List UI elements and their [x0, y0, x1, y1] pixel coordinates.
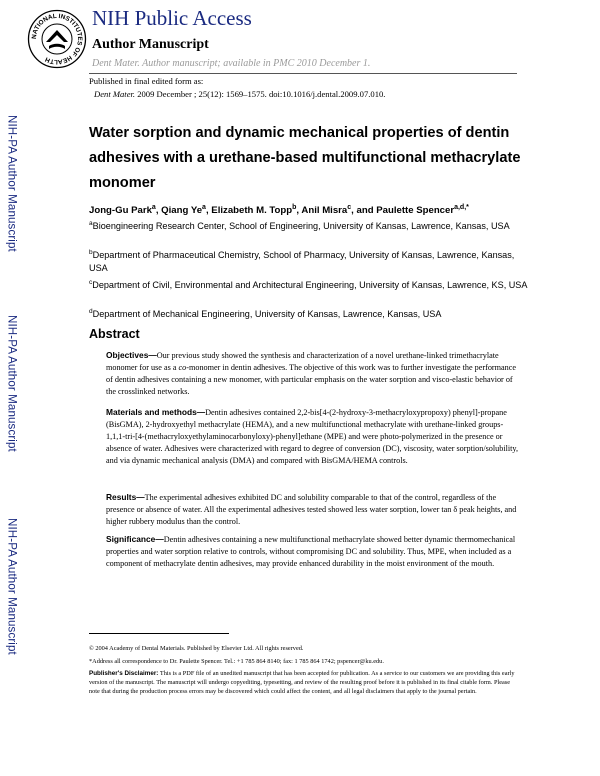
- nih-public-access-title: NIH Public Access: [92, 6, 252, 30]
- published-label: Published in final edited form as:: [89, 76, 204, 86]
- abstract-significance: Significance—Dentin adhesives containing a new multifunctional methacrylate showed better dynamic thermomechanical properties and water sorption relative to controls, without compromising DC and solubility. Thus, MPE, when included as a component of methacrylate dentin adhesives, may provide enhanced durability in the moist environment of the mouth.: [106, 534, 516, 568]
- header-rule: [89, 73, 517, 74]
- author-name: Elizabeth M. Topp: [211, 205, 293, 217]
- author-sup: a,d,*: [454, 204, 469, 211]
- correspondence-note: *Address all correspondence to Dr. Paulette Spencer. Tel.: +1 785 864 8140; fax: 1 785 864 1742; pspencer@ku.edu.: [89, 658, 384, 665]
- author-sup: b: [292, 204, 297, 211]
- affiliation-b: $^b$Department of Pharmaceutical Chemistry, School of Pharmacy, University of Kansas, Lawrence, Kansas, USA: [89, 249, 515, 274]
- citation-details: 2009 December ; 25(12): 1569–1575. doi:10.1016/j.dental.2009.07.010.: [135, 89, 386, 99]
- author-sup: a: [151, 204, 156, 211]
- logo-ring-text: NATIONAL INSTITUTES OF HEALTH: [30, 12, 84, 66]
- objectives-label: Objectives—: [106, 350, 157, 360]
- author-name: Anil Misra: [301, 205, 348, 217]
- journal-name: Dent Mater.: [94, 89, 136, 99]
- publisher-disclaimer: Publisher's Disclaimer: This is a PDF file of an unedited manuscript that has been accepted for publication. As a service to our customers we are providing this early version of the manuscript. The manuscript will undergo copyediting, typesetting, and review of the resulting proof before it is published in its final citable form. Please note that during the production process errors may be discovered which could affect the content, and all legal disclaimers that apply to the journal pertain.: [89, 670, 515, 696]
- side-label-bottom: NIH-PA Author Manuscript: [5, 517, 19, 655]
- copyright-note: © 2004 Academy of Dental Materials. Published by Elsevier Ltd. All rights reserved.: [89, 645, 304, 652]
- author-manuscript-label: Author Manuscript: [92, 37, 209, 52]
- nih-logo: [27, 9, 87, 69]
- methods-label: Materials and methods—: [106, 407, 206, 417]
- abstract-heading: Abstract: [89, 327, 140, 341]
- nih-seal-icon: [27, 9, 87, 69]
- article-title: Water sorption and dynamic mechanical properties of dentin adhesives with a urethane-based multifunctional methacrylate monomer: [89, 125, 521, 191]
- author-sup: a: [202, 204, 206, 211]
- disclaimer-label: Publisher's Disclaimer:: [89, 670, 159, 677]
- side-label-middle: NIH-PA Author Manuscript: [5, 314, 19, 452]
- citation-line: [94, 89, 385, 99]
- author-sup: c: [347, 204, 352, 211]
- author-name: Paulette Spencer: [376, 205, 455, 217]
- svg-text:NATIONAL INSTITUTES OF HEALTH: [31, 13, 83, 65]
- author-name: Qiang Ye: [161, 205, 203, 217]
- abstract-methods: Materials and methods—Dentin adhesives contained 2,2-bis[4-(2-hydroxy-3-methacryloxypropoxy) phenyl]-propane (BisGMA), 2-hydroxyethyl methacrylate (HEMA), and a new multifunctional methacrylate with urethane-linked groups-1,1,1-tri-[4-(methacryloxyethylaminocarbonyloxy)-phenyl]ethane (MPE) and were photo-polymerized in the presence or absence of water. Adhesives were characterized with regard to degree of conversion (DC), viscosity, water sorption/solubility, and via dynamic mechanical analysis (DMA) and compared with BisGMA/HEMA controls.: [106, 407, 519, 465]
- author-list: Jong-Gu Park$^a$, Qiang Ye$^a$, Elizabeth M. Topp$^b$, Anil Misra$^c$, and Paulette Spencer$^{a,d,*}$: [89, 204, 469, 217]
- side-label-top: NIH-PA Author Manuscript: [5, 114, 19, 252]
- results-label: Results—: [106, 492, 145, 502]
- footnote-rule: [89, 633, 229, 634]
- affiliation-c: $^c$Department of Civil, Environmental and Architectural Engineering, University of Kansas, Lawrence, KS, USA: [89, 279, 528, 291]
- availability-line: Dent Mater. Author manuscript; available in PMC 2010 December 1.: [92, 58, 371, 69]
- abstract-results: Results—The experimental adhesives exhibited DC and solubility comparable to that of the control, regardless of the presence or absence of water. All the experimental adhesives tested showed less water sorption, lower tan δ peak heights, and higher rubbery modulus than the control.: [106, 492, 517, 526]
- author-name: Jong-Gu Park: [89, 205, 152, 217]
- significance-label: Significance—: [106, 534, 164, 544]
- abstract-objectives: Objectives—Our previous study showed the synthesis and characterization of a novel urethane-linked trimethacrylate monomer for use as a co-monomer in dentin adhesives. The objective of this work was to further investigate the performance of dentin adhesives containing a new monomer, with particular emphasis on the water sorption and visco-elastic behavior of the crosslinked networks.: [106, 350, 517, 396]
- affiliation-d: $^d$Department of Mechanical Engineering, University of Kansas, Lawrence, Kansas, USA: [89, 308, 442, 320]
- affiliation-a: $^a$Bioengineering Research Center, School of Engineering, University of Kansas, Lawrence, Kansas, USA: [89, 220, 510, 232]
